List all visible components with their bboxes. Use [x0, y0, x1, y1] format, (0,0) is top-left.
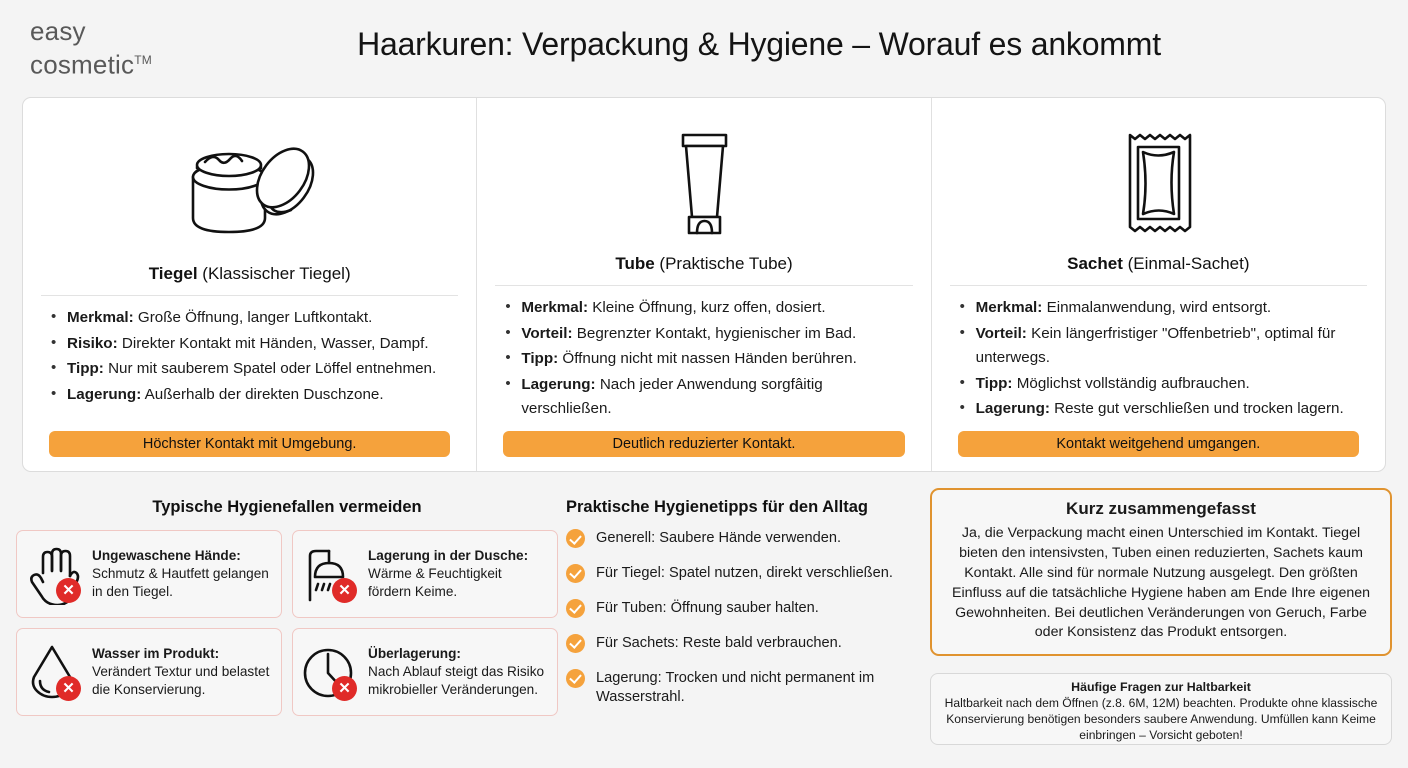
trademark-symbol: TM: [134, 53, 152, 67]
panel-title-bold: Tiegel: [148, 264, 198, 283]
list-item: [49, 332, 456, 357]
pitfall-card: [16, 628, 282, 716]
bullet-text: Direkter Kontakt mit Händen, Wasser, Dampf.: [121, 334, 429, 352]
list-item: [566, 564, 921, 583]
hand-icon: [25, 543, 83, 605]
bullet-list-sachet: [948, 296, 1369, 423]
pitfalls-grid: [16, 530, 558, 716]
tips-heading: Praktische Hygienetipps für den Alltag: [566, 498, 868, 516]
panel-title-bold: Sachet: [1067, 253, 1123, 273]
water-drop-icon: [25, 641, 83, 703]
tip-text: Für Sachets: Reste bald verbrauchen.: [596, 634, 842, 651]
bullet-list-tiegel: [39, 306, 460, 423]
tip-text: Für Tuben: Öffnung sauber halten.: [596, 599, 819, 616]
check-circle-icon: [566, 669, 585, 688]
header: [0, 0, 1408, 92]
list-item: [958, 372, 1365, 397]
cream-jar-icon: [39, 114, 460, 264]
bullet-text: Einmalanwendung, wird entsorgt.: [1046, 298, 1272, 316]
panel-title-bold: Tube: [615, 253, 655, 273]
shower-icon: [301, 543, 359, 605]
list-item: [503, 322, 910, 347]
error-badge: ✕: [56, 578, 81, 603]
pitfall-card: [16, 530, 282, 618]
list-item: [503, 296, 910, 321]
bullet-text: Große Öffnung, langer Luftkontakt.: [137, 309, 373, 326]
bottom-section: [0, 480, 1408, 768]
error-badge: ✕: [332, 578, 357, 603]
pitfall-text: [368, 547, 547, 601]
brand-line-1: easy: [30, 16, 86, 46]
list-item: [958, 397, 1365, 422]
pitfall-desc: Wärme & Feuchtigkeit fördern Keime.: [368, 565, 502, 600]
panel-title-tube: [493, 254, 914, 285]
bullet-label: Tipp:: [521, 350, 559, 368]
panel-tiegel: [23, 98, 476, 471]
list-item: [503, 373, 910, 422]
tip-text: Lagerung: Trocken und nicht permanent im Wasserstrahl.: [596, 669, 875, 705]
page-title: Haarkuren: Verpackung & Hygiene – Worauf es ankommt: [357, 26, 1161, 62]
pitfall-title: Überlagerung:: [368, 645, 461, 661]
bullet-label: Vorteil:: [521, 324, 573, 342]
bullet-label: Merkmal:: [975, 298, 1043, 316]
bullet-list-tube: [493, 296, 914, 423]
bullet-text: Öffnung nicht mit nassen Händen berühren.: [562, 350, 857, 368]
bullet-label: Merkmal:: [67, 309, 134, 326]
pitfall-title: Ungewaschene Hände:: [92, 547, 241, 563]
summary-text: Ja, die Verpackung macht einen Unterschied im Kontakt. Tiegel bieten den intensivsten, Tuben einen reduzierten, Sachets kaum Kontakt. Alle sind für normale Nutzung ausgelegt. Den größten Einfluss auf die tatsächliche Hygiene haben am Ende Ihre eigenen Gewohnheiten. Bei deutlichen Veränderungen von Geruch, Farbe oder Konsistenz das Produkt entsorgen.: [951, 525, 1371, 641]
pitfall-title: Lagerung in der Dusche:: [368, 547, 529, 563]
bullet-text: Möglichst vollständig aufbrauchen.: [1016, 374, 1250, 392]
list-item: [566, 529, 921, 548]
contact-banner-tiegel: Höchster Kontakt mit Umgebung.: [49, 431, 450, 457]
bullet-label: Lagerung:: [67, 385, 142, 403]
bullet-label: Risiko:: [67, 334, 118, 352]
faq-text: Haltbarkeit nach dem Öffnen (z.8. 6M, 12M) beachten. Produkte ohne klassische Konservierung benötigen besonders saubere Anwendung. Umfüllen kann Keime einbringen – Vorsicht geboten!: [944, 696, 1378, 742]
list-item: [49, 383, 456, 408]
list-item: [566, 599, 921, 618]
divider: [495, 285, 912, 286]
bullet-text: Nach jeder Anwendung sorgfâitig verschließen.: [521, 375, 823, 418]
panel-sachet: [931, 98, 1385, 471]
check-circle-icon: [566, 599, 585, 618]
summary-box: [930, 488, 1392, 656]
pitfall-card: [292, 628, 558, 716]
list-item: [958, 322, 1365, 371]
pitfall-text: [92, 645, 271, 699]
error-badge: ✕: [56, 676, 81, 701]
list-item: [566, 669, 921, 707]
pitfalls-heading: Typische Hygienefallen vermeiden: [152, 498, 422, 516]
check-circle-icon: [566, 564, 585, 583]
bullet-label: Tipp:: [67, 360, 104, 378]
bullet-text: Kein längerfristiger "Offenbetrieb", optimal für unterwegs.: [975, 324, 1336, 367]
faq-heading: Häufige Fragen zur Haltbarkeit: [1071, 680, 1251, 694]
pitfall-card: [292, 530, 558, 618]
panel-title-rest: (Einmal-Sachet): [1127, 253, 1250, 273]
divider: [41, 295, 458, 296]
bullet-text: Begrenzter Kontakt, hygienischer im Bad.: [576, 324, 857, 342]
brand-line-2: cosmetic™: [30, 49, 152, 80]
tips-list: [566, 529, 921, 707]
list-item: [958, 296, 1365, 321]
tip-text: Generell: Saubere Hände verwenden.: [596, 530, 842, 546]
contact-banner-sachet: Kontakt weitgehend umgangen.: [958, 431, 1359, 457]
packaging-comparison-card: [22, 97, 1386, 472]
pitfall-desc: Schmutz & Hautfett gelangen in den Tiegel.: [92, 565, 269, 600]
contact-banner-tube: Deutlich reduzierter Kontakt.: [503, 431, 904, 457]
clock-icon: [301, 641, 359, 703]
bullet-label: Tipp:: [975, 374, 1013, 392]
bullet-label: Lagerung:: [521, 375, 596, 393]
tip-text: Für Tiegel: Spatel nutzen, direkt verschließen.: [596, 564, 893, 581]
pitfall-desc: Verändert Textur und belastet die Konservierung.: [92, 663, 270, 698]
error-badge: ✕: [332, 676, 357, 701]
list-item: [503, 347, 910, 372]
check-circle-icon: [566, 634, 585, 653]
panel-title-rest: (Praktische Tube): [659, 253, 793, 273]
divider: [950, 285, 1367, 286]
check-circle-icon: [566, 529, 585, 548]
pitfall-text: [92, 547, 271, 601]
list-item: [49, 357, 456, 382]
panel-title-sachet: [948, 254, 1369, 285]
bullet-text: Außerhalb der direkten Duschzone.: [144, 385, 384, 403]
panel-title-rest: (Klassischer Tiegel): [202, 264, 351, 283]
summary-heading: Kurz zusammengefasst: [1066, 499, 1256, 518]
bullet-label: Merkmal:: [521, 298, 589, 316]
tube-icon: [493, 114, 914, 254]
pitfall-desc: Nach Ablauf steigt das Risiko mikrobieller Veränderungen.: [368, 663, 545, 698]
bullet-text: Reste gut verschließen und trocken lagern.: [1054, 400, 1344, 418]
bullet-text: Kleine Öffnung, kurz offen, dosiert.: [592, 298, 826, 316]
bullet-label: Vorteil:: [975, 324, 1027, 342]
panel-tube: [476, 98, 930, 471]
panel-title-tiegel: [39, 264, 460, 295]
list-item: [566, 634, 921, 653]
list-item: [49, 306, 456, 331]
bullet-text: Nur mit sauberem Spatel oder Löffel entnehmen.: [108, 360, 437, 378]
pitfalls-section: [16, 498, 558, 716]
sachet-icon: [948, 114, 1369, 254]
pitfall-title: Wasser im Produkt:: [92, 645, 220, 661]
faq-box: [930, 673, 1392, 745]
tips-section: [566, 498, 921, 723]
bullet-label: Lagerung:: [975, 400, 1050, 418]
pitfall-text: [368, 645, 547, 699]
